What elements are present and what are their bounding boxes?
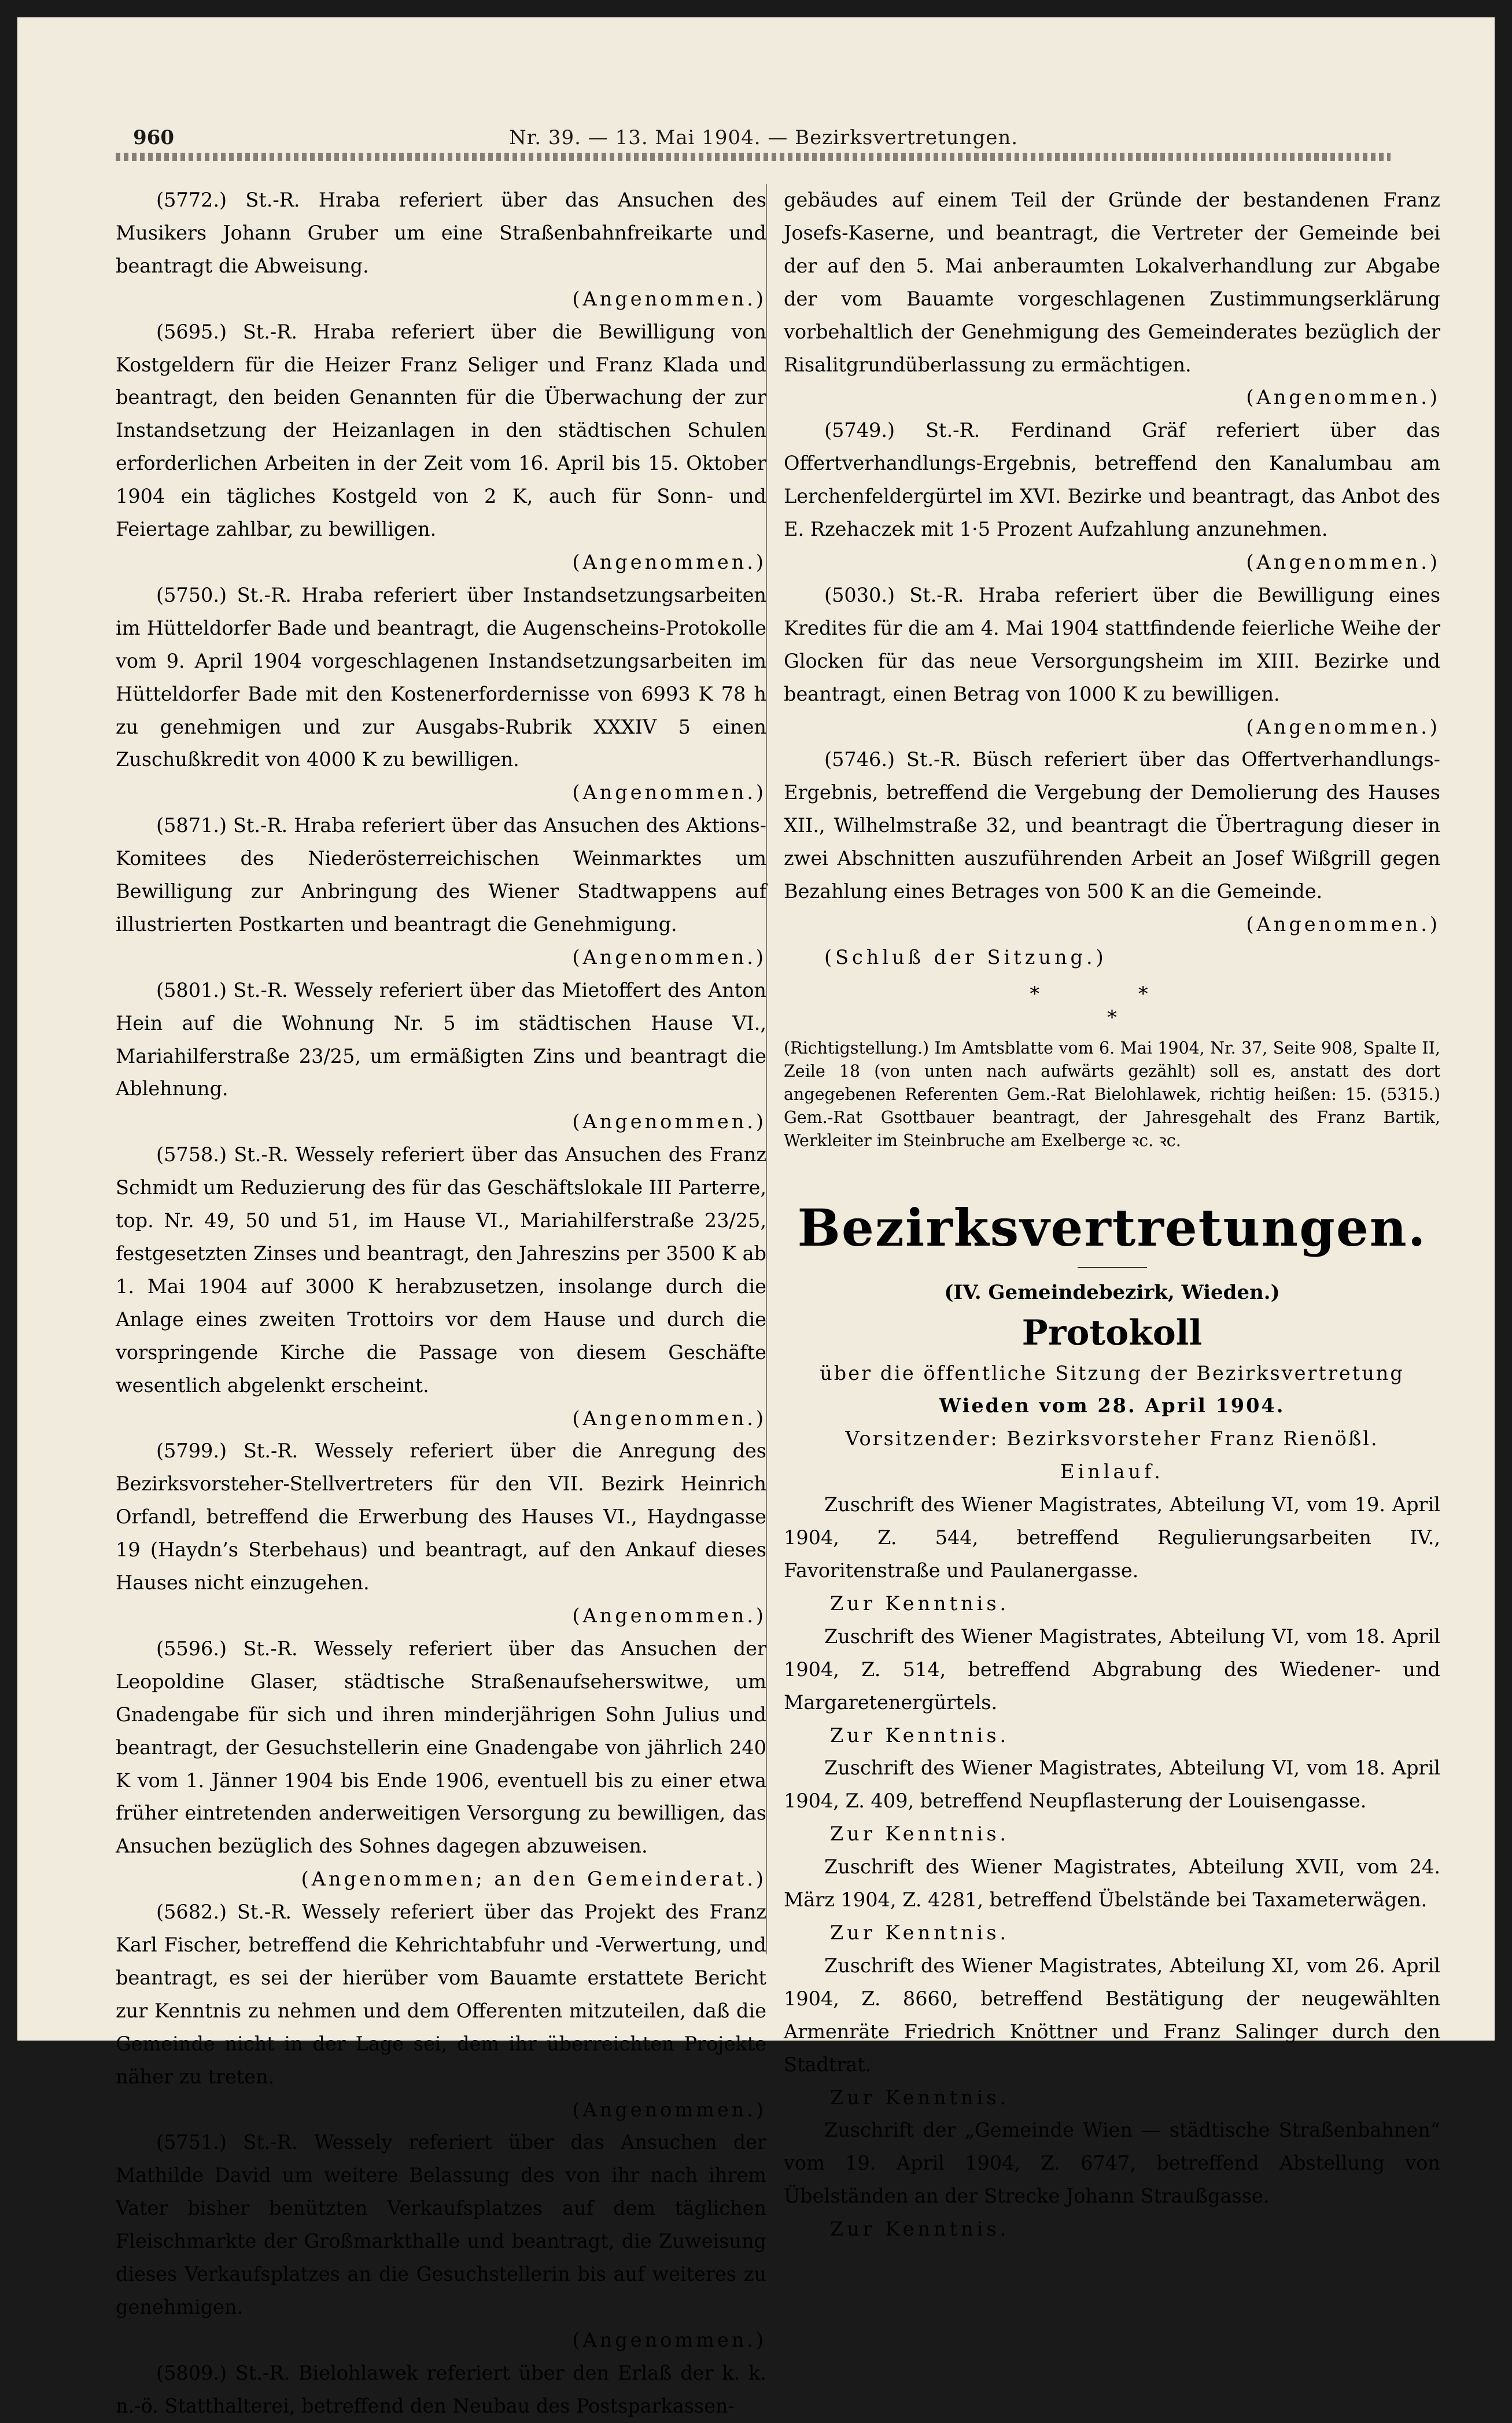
entry-text: St.-R. Wessely referiert über das Ansuchen des Franz Schmidt um Reduzierung des für das Geschäftslokale III Parterre, top. Nr. 49, 50 und 51, im Hause VI., Mariahilferstraße 23/25, festgesetzten Zinses und beantragt, den Jahreszins per 3500 K ab 1. Mai 1904 auf 3000 K herabzusetzen, insolange durch die Anlage eines zweiten Trottoirs vor dem Hause und durch die vorspringende Kirche die Passage von diesem Geschäfte wesentlich abgelenkt erscheint.: [116, 1143, 766, 1397]
einlauf-note: Zur Kenntnis.: [830, 1921, 1010, 1944]
entry-number: (5809.): [156, 2361, 227, 2384]
entry-text: St.-R. Wessely referiert über das Ansuchen der Leopoldine Glaser, städtische Straßenaufseherswitwe, um Gnadengabe für sich und ihren minderjährigen Sohn Julius und beantragt, der Gesuchstellerin eine Gnadengabe von jährlich 240 K vom 1. Jänner 1904 bis Ende 1906, eventuell bis zu einer etwa früher eintretenden anderweitigen Versorgung zu bewilligen, das Ansuchen bezüglich des Sohnes dagegen abzuweisen.: [116, 1637, 767, 1858]
protocol-subtitle-1: über die öffentliche Sitzung der Bezirksvertretung: [820, 1361, 1404, 1384]
entry-text: St.-R. Wessely referiert über das Ansuchen der Mathilde David um weitere Belassung des von ihr nach ihrem Vater bisher benützten Verkaufsplatzes auf dem täglichen Fleischmarkte der Großmarkthalle und beantragt, die Zuweisung dieses Verkaufsplatzes an die Gesuchstellerin bis auf weiteres zu genehmigen.: [116, 2131, 767, 2318]
entry-number: (5749.): [824, 419, 895, 442]
entry-number: (5799.): [156, 1439, 227, 1463]
entry-status: (Angenommen.): [1246, 715, 1440, 738]
separator-star: *: [1107, 1006, 1117, 1029]
einlauf-item: Zuschrift des Wiener Magistrates, Abteilung VI, vom 18. April 1904, Z. 514, betreffend Abgrabung des Wiedener- und Margaretenergürtels.: [784, 1625, 1440, 1714]
entry-text: St.-R. Hraba referiert über die Bewilligung eines Kredites für die am 4. Mai 1904 stattfindende feierliche Weihe der Glocken für das neue Versorgungsheim im XIII. Bezirke und beantragt, einen Betrag von 1000 K zu bewilligen.: [784, 583, 1441, 705]
title-rule: [1078, 1267, 1147, 1268]
left-entry: [116, 1139, 766, 1435]
entry-text: St.-R. Wessely referiert über das Projekt des Franz Karl Fischer, betreffend die Kehrichtabfuhr und -Verwertung, und beantragt, es sei der hierüber vom Bauamte erstattete Bericht zur Kenntnis zu nehmen und dem Offerenten mitzuteilen, daß die Gemeinde nicht in der Lage sei, dem ihr überreichten Projekte näher zu treten.: [116, 1901, 767, 2088]
entry-number: (5682.): [156, 1901, 227, 1924]
entry-text: gebäudes auf einem Teil der Gründe der bestandenen Franz Josefs-Kaserne, und beantragt, die Vertreter der Gemeinde bei der auf den 5. Mai anberaumten Lokalverhandlung zur Abgabe der vom Bauamte vorgeschlagenen Zustimmungserklärung vorbehaltlich der Genehmigung des Gemeinderates bezüglich der Risalitgrundüberlassung zu ermächtigen.: [784, 189, 1440, 376]
entry-status: (Angenommen.): [572, 1406, 766, 1430]
entry-status: (Angenommen.): [1246, 912, 1440, 936]
entry-text: St.-R. Büsch referiert über das Offertverhandlungs-Ergebnis, betreffend die Vergebung der Demolierung des Hauses XII., Wilhelmstraße 32, und beantragt die Übertragung dieser in zwei Abschnitten auszuführenden Arbeit an Josef Wißgrill gegen Bezahlung eines Betrages von 500 K an die Gemeinde.: [784, 748, 1440, 903]
district-heading: (IV. Gemeindebezirk, Wieden.): [944, 1280, 1280, 1304]
right-entries: [784, 414, 1440, 941]
einlauf-item: Zuschrift des Wiener Magistrates, Abteilung VI, vom 19. April 1904, Z. 544, betreffend Regulierungsarbeiten IV., Favoritenstraße und Paulanergasse.: [784, 1493, 1440, 1582]
left-entry: [116, 2126, 766, 2356]
entry-number: (5758.): [156, 1143, 227, 1166]
entry-number: (5746.): [824, 748, 895, 771]
correction-notice: (Richtigstellung.) Im Amtsblatte vom 6. Mai 1904, Nr. 37, Seite 908, Spalte II, Zeile 18 (von unten nach aufwärts gezählt) soll es, anstatt des dort angegebenen Referenten Gem.-Rat Bielohlawek, richtig heißen: 15. (5315.) Gem.-Rat Gsottbauer beantragt, der Jahresgehalt des Franz Bartik, Werkleiter im Steinbruche am Exelberge ꝛc. ꝛc.: [784, 1038, 1440, 1150]
entry-text: St.-R. Hraba referiert über das Ansuchen des Aktions-Komitees des Niederösterreichischen Weinmarktes um Bewilligung zur Anbringung des Wiener Stadtwappens auf illustrierten Postkarten und beantragt die Genehmigung.: [116, 814, 766, 936]
chair-line: Vorsitzender: Bezirksvorsteher Franz Rienößl.: [845, 1427, 1379, 1450]
left-entry: [116, 2357, 766, 2423]
protocol-subtitle-2: Wieden vom 28. April 1904.: [939, 1394, 1285, 1417]
entry-text: St.-R. Ferdinand Gräf referiert über das Offertverhandlungs-Ergebnis, betreffend den Kanalumbau am Lerchenfeldergürtel im XVI. Bezirke und beantragt, das Anbot des E. Rzehaczek mit 1·5 Prozent Aufzahlung anzunehmen.: [784, 419, 1440, 541]
page-number: 960: [133, 126, 174, 149]
left-column: [116, 184, 766, 2423]
entry-number: (5695.): [156, 320, 227, 343]
einlauf-note: Zur Kenntnis.: [830, 2086, 1010, 2109]
entry-number: (5750.): [156, 583, 227, 606]
right-column: [784, 184, 1440, 2246]
left-entry: [116, 1435, 766, 1632]
entry-status: (Angenommen.): [1246, 550, 1440, 573]
left-entry: [116, 809, 766, 974]
right-entry: [784, 414, 1440, 579]
section-title: Bezirksvertretungen.: [797, 1197, 1427, 1258]
entry-text: St.-R. Hraba referiert über Instandsetzungsarbeiten im Hütteldorfer Bade und beantragt, die Augenscheins-Protokolle vom 9. April 1904 vorgeschlagenen Instandsetzungsarbeiten im Hütteldorfer Bade mit den Kostenerfordernisse von 6993 K 78 h zu genehmigen und zur Ausgabs-Rubrik XXXIV 5 einen Zuschußkredit von 4000 K zu bewilligen.: [116, 583, 766, 771]
entry-text: St.-R. Wessely referiert über das Mietoffert des Anton Hein auf die Wohnung Nr. 5 im städtischen Hause VI., Mariahilferstraße 23/25, um ermäßigten Zins und beantragt die Ablehnung.: [116, 978, 766, 1100]
entry-number: (5751.): [156, 2131, 227, 2154]
einlauf-item: Zuschrift des Wiener Magistrates, Abteilung XI, vom 26. April 1904, Z. 8660, betreffend Bestätigung der neugewählten Armenräte Friedrich Knöttner und Franz Salinger durch den Stadtrat.: [784, 1954, 1440, 2076]
entry-number: (5030.): [824, 583, 895, 606]
entry-status: (Angenommen.): [572, 781, 766, 804]
entry-text: St.-R. Hraba referiert über die Bewilligung von Kostgeldern für die Heizer Franz Seliger und Franz Klada und beantragt, den beiden Genannten für die Überwachung der zur Instandsetzung der Heizanlagen in den städtischen Schulen erforderlichen Arbeiten in der Zeit vom 16. April bis 15. Oktober 1904 ein tägliches Kostgeld von 2 K, auch für Sonn- und Feiertage zahlbar, zu bewilligen.: [116, 320, 766, 541]
einlauf-note: Zur Kenntnis.: [830, 1724, 1010, 1747]
einlauf-note: Zur Kenntnis.: [830, 1592, 1010, 1615]
header-wavy-rule: [116, 153, 1391, 161]
entry-status: (Angenommen.): [572, 1604, 766, 1627]
left-entry: [116, 1896, 766, 2126]
left-entry: [116, 579, 766, 809]
left-entry: [116, 1633, 766, 1896]
left-entry: [116, 974, 766, 1139]
entry-number: (5596.): [156, 1637, 227, 1660]
entry-number: (5871.): [156, 814, 227, 837]
left-entry: [116, 316, 766, 579]
entry-status: (Angenommen.): [572, 287, 766, 310]
continuation-entry: [784, 184, 1440, 414]
entry-number: (5801.): [156, 978, 227, 1001]
entry-status: (Angenommen.): [572, 2328, 766, 2351]
protokoll-heading: Protokoll: [1021, 1312, 1203, 1353]
entry-text: St.-R. Hraba referiert über das Ansuchen des Musikers Johann Gruber um eine Straßenbahnfreikarte und beantragt die Abweisung.: [116, 189, 766, 277]
entry-status: (Angenommen.): [572, 550, 766, 573]
entry-number: (5772.): [156, 189, 227, 211]
running-title: Nr. 39. — 13. Mai 1904. — Bezirksvertretungen.: [509, 126, 1019, 149]
einlauf-items: [784, 1489, 1440, 2246]
einlauf-note: Zur Kenntnis.: [830, 2218, 1010, 2241]
entry-status: (Angenommen; an den Gemeinderat.): [301, 1868, 766, 1891]
entry-status: (Angenommen.): [572, 945, 766, 969]
left-entry: [116, 184, 766, 316]
separator-stars: * *: [1030, 982, 1194, 1005]
einlauf-item: Zuschrift des Wiener Magistrates, Abteilung VI, vom 18. April 1904, Z. 409, betreffend Neupflasterung der Louisengasse.: [784, 1757, 1440, 1813]
right-entry: [784, 743, 1440, 941]
right-entry: [784, 579, 1440, 744]
einlauf-item: Zuschrift des Wiener Magistrates, Abteilung XVII, vom 24. März 1904, Z. 4281, betreffend Übelstände bei Taxameterwägen.: [784, 1855, 1440, 1912]
einlauf-heading: Einlauf.: [1060, 1460, 1164, 1483]
entry-text: St.-R. Wessely referiert über die Anregung des Bezirksvorsteher-Stellvertreters für den VII. Bezirk Heinrich Orfandl, betreffend die Erwerbung des Hauses VI., Haydngasse 19 (Haydn’s Sterbehaus) und beantragt, auf den Ankauf dieses Hauses nicht einzugehen.: [116, 1439, 767, 1595]
session-close: (Schluß der Sitzung.): [824, 945, 1107, 969]
entry-status: (Angenommen.): [572, 2098, 766, 2121]
entry-text: St.-R. Bielohlawek referiert über den Erlaß der k. k. n.-ö. Statthalterei, betreffend den Neubau des Postsparkassen-: [116, 2361, 766, 2417]
entry-status: (Angenommen.): [1246, 386, 1440, 409]
entry-status: (Angenommen.): [572, 1110, 766, 1133]
einlauf-item: Zuschrift der „Gemeinde Wien — städtische Straßenbahnen“ vom 19. April 1904, Z. 6747, betreffend Abstellung von Übelständen an der Strecke Johann Straußgasse.: [784, 2119, 1440, 2208]
einlauf-note: Zur Kenntnis.: [830, 1822, 1010, 1846]
